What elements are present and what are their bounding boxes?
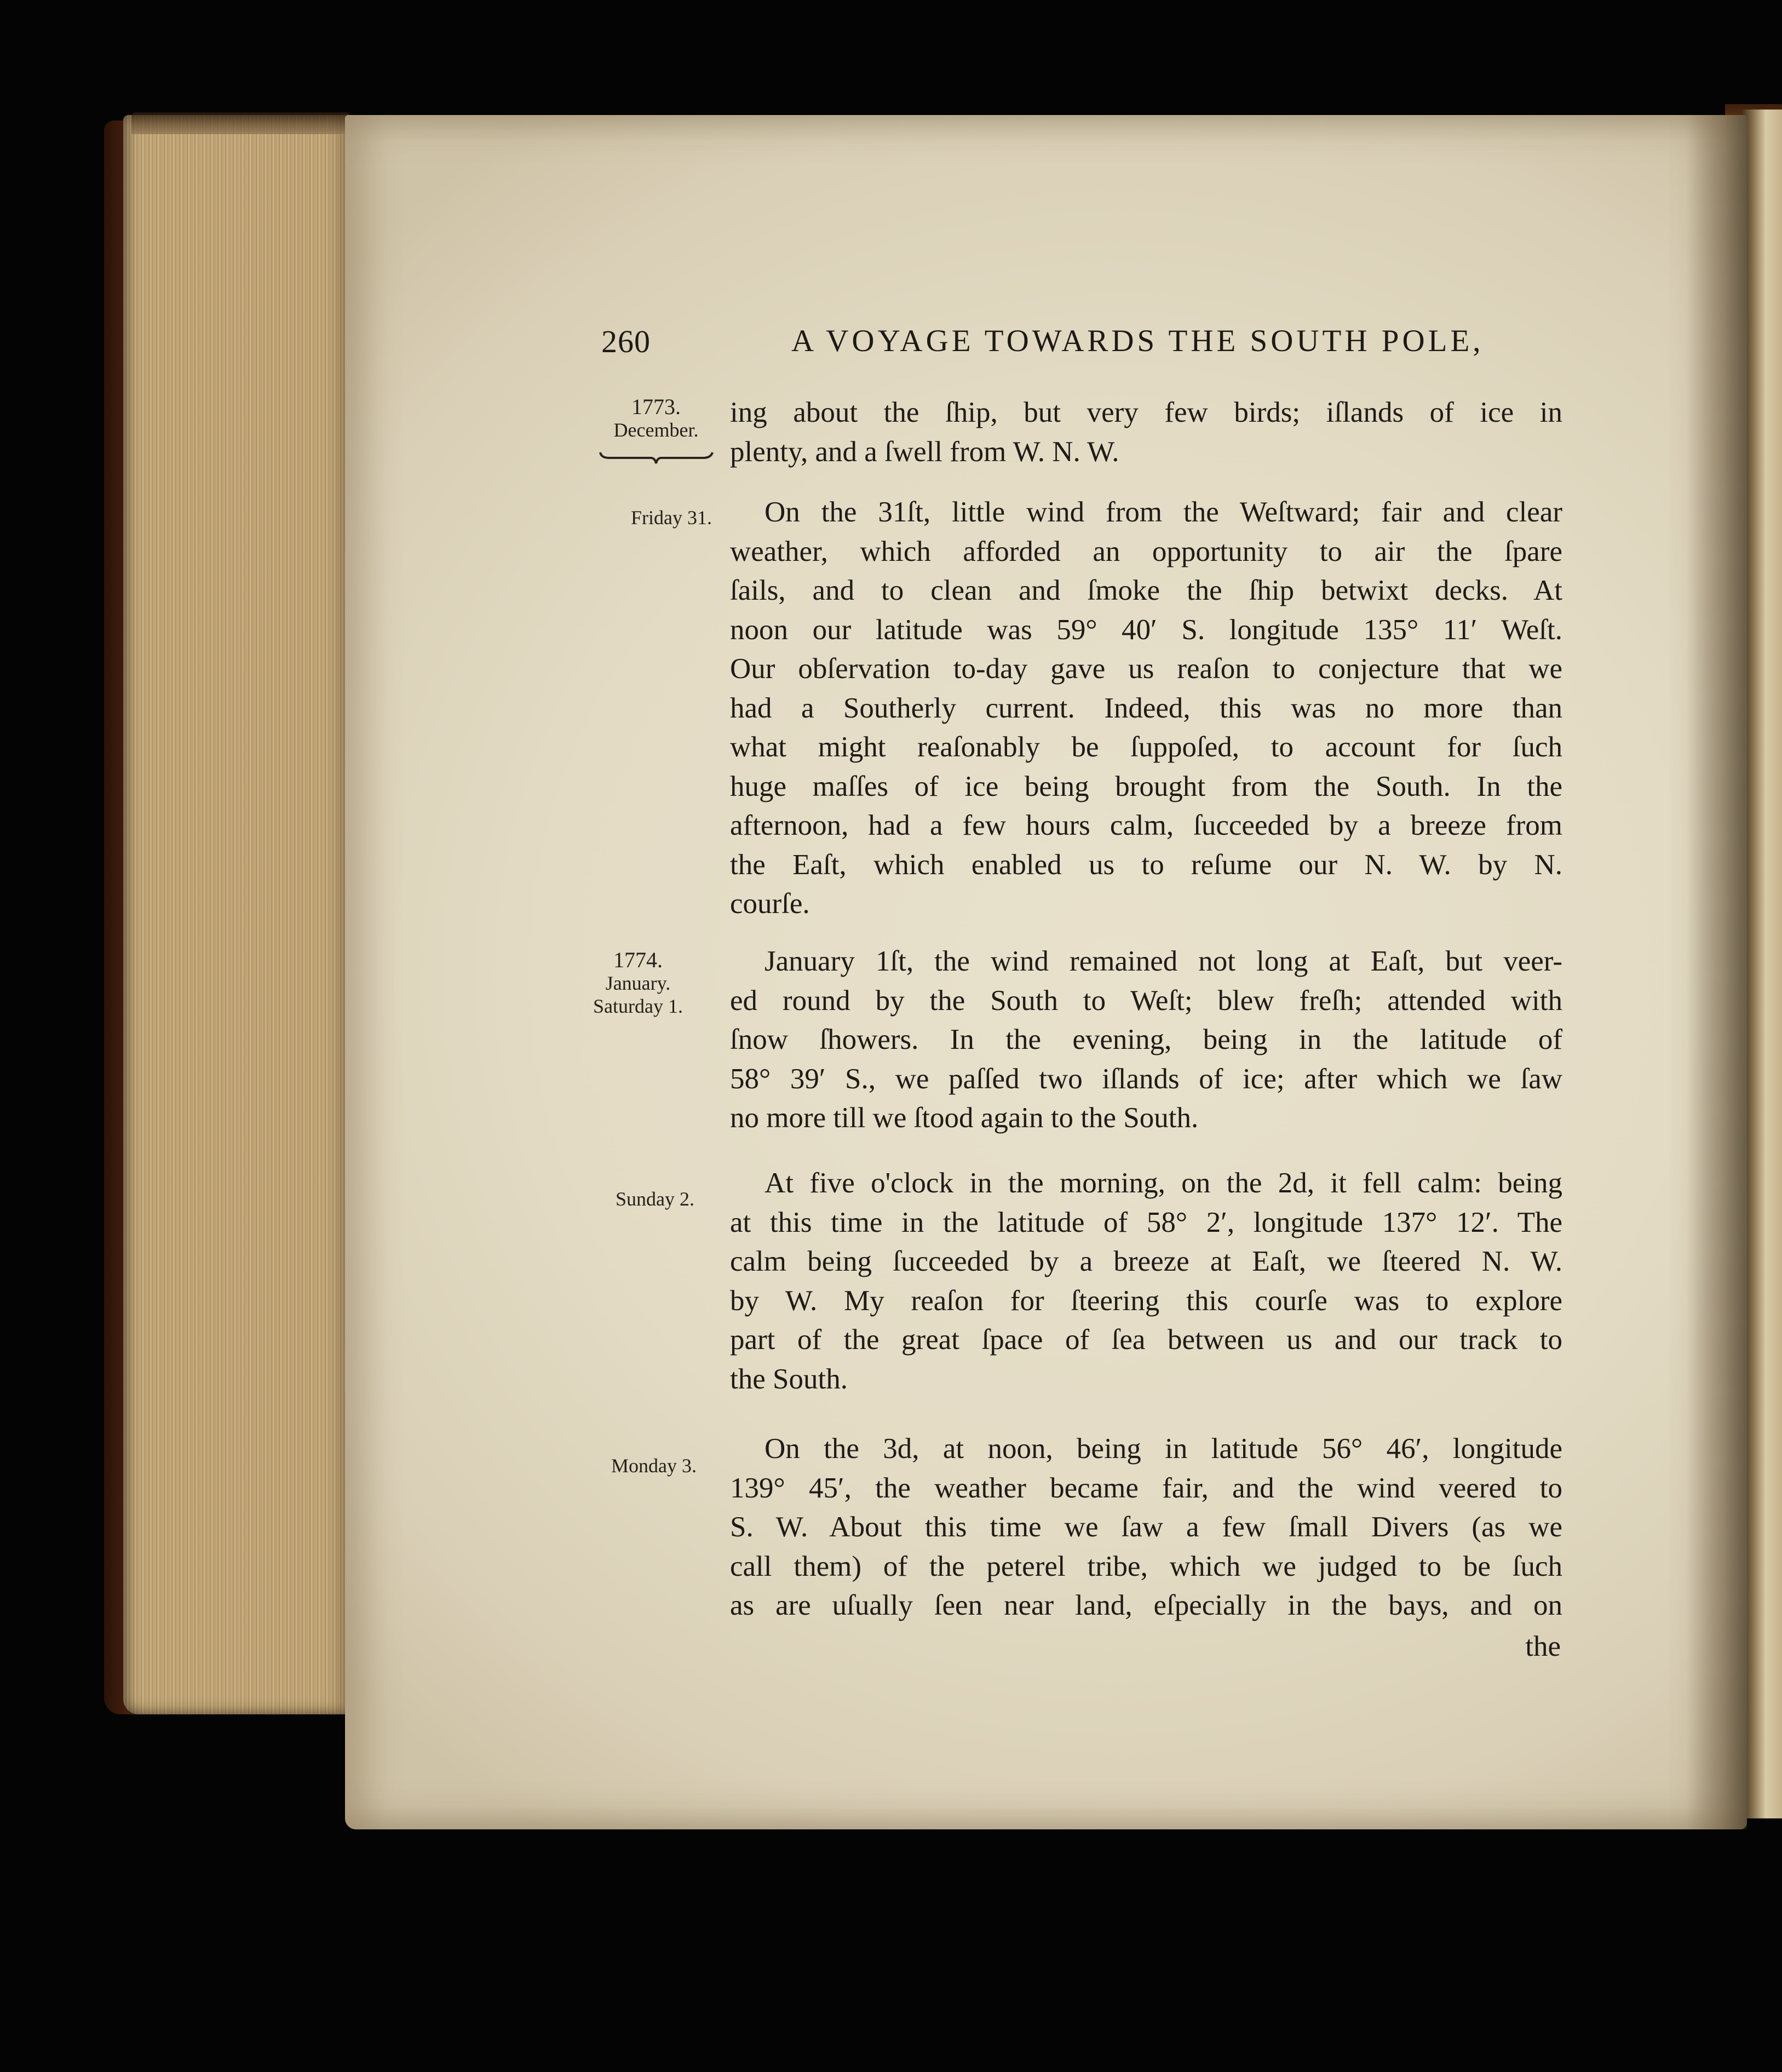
text-line: S. W. About this time we ſaw a few ſmall Divers (as we xyxy=(730,1511,1562,1543)
text-line: ſails, and to clean and ſmoke the ſhip betwixt decks. At xyxy=(730,575,1562,606)
margin-day: Saturday 1. xyxy=(593,995,683,1017)
paragraph-2 xyxy=(730,493,1562,924)
text-line: part of the great ſpace of ſea between us and our track to xyxy=(730,1324,1562,1356)
text-line: courſe. xyxy=(730,888,810,920)
paragraph-5 xyxy=(730,1430,1562,1626)
margin-year: 1773. xyxy=(631,394,681,419)
text-line: plenty, and a ſwell from W. N. W. xyxy=(730,435,1119,468)
text-line: had a Southerly current. Indeed, this was no more than xyxy=(730,692,1562,724)
margin-note-sunday-2 xyxy=(548,1187,694,1210)
text-line: no more till we ſtood again to the South. xyxy=(730,1102,1199,1134)
margin-note-1774-january xyxy=(575,949,701,1018)
paragraph-3 xyxy=(730,942,1562,1138)
text-line: 58° 39′ S., we paſſed two iſlands of ice; after which we ſaw xyxy=(730,1063,1562,1095)
page-edges-top xyxy=(131,112,350,134)
text-line: At five o'clock in the morning, on the 2d, it fell calm: being xyxy=(764,1167,1562,1199)
margin-day: Sunday 2. xyxy=(616,1188,694,1210)
text-line: calm being ſucceeded by a breeze at Eaſt, we ſteered N. W. xyxy=(730,1246,1562,1277)
text-line: weather, which afforded an opportunity to air the ſpare xyxy=(730,535,1562,567)
margin-year: 1774. xyxy=(613,948,663,972)
margin-month: December. xyxy=(613,419,699,441)
text-line: the South. xyxy=(730,1363,848,1395)
text-line: what might reaſonably be ſuppoſed, to account for ſuch xyxy=(730,731,1562,763)
text-line: January 1ſt, the wind remained not long at Eaſt, but veer- xyxy=(764,945,1562,977)
running-title: A VOYAGE TOWARDS THE SOUTH POLE, xyxy=(791,324,1484,358)
text-line: On the 31ſt, little wind from the Weſtward; fair and clear xyxy=(764,496,1562,528)
margin-note-friday-31 xyxy=(548,506,712,529)
text-line: Our obſervation to-day gave us reaſon to conjecture that we xyxy=(730,653,1562,685)
text-line: huge maſſes of ice being brought from the South. In the xyxy=(730,770,1562,802)
text-line: the Eaſt, which enabled us to reſume our N. W. by N. xyxy=(730,848,1562,881)
text-line: at this time in the latitude of 58° 2′, longitude 137° 12′. The xyxy=(730,1206,1562,1238)
paragraph-4 xyxy=(730,1164,1562,1399)
margin-day: Friday 31. xyxy=(631,507,712,529)
page-number: 260 xyxy=(601,324,651,359)
margin-day: Monday 3. xyxy=(611,1455,697,1477)
text-line: as are uſually ſeen near land, eſpecially in the bays, and on xyxy=(730,1589,1562,1621)
text-line: afternoon, had a few hours calm, ſucceeded by a breeze from xyxy=(730,810,1562,841)
margin-brace xyxy=(598,450,715,467)
paragraph-1 xyxy=(730,393,1562,472)
running-head xyxy=(0,323,1782,372)
text-line: noon our latitude was 59° 40′ S. longitude 135° 11′ Weſt. xyxy=(730,613,1562,646)
text-line: 139° 45′, the weather became fair, and the wind veered to xyxy=(730,1472,1562,1504)
margin-note-1773-december xyxy=(601,395,711,441)
text-line: ſnow ſhowers. In the evening, being in the latitude of xyxy=(730,1024,1562,1055)
catchword: the xyxy=(1525,1631,1561,1662)
text-line: by W. My reaſon for ſteering this courſe was to explore xyxy=(730,1284,1562,1317)
margin-month: January. xyxy=(605,972,671,994)
text-line: ed round by the South to Weſt; blew freſh; attended with xyxy=(730,984,1562,1017)
margin-note-monday-3 xyxy=(548,1454,697,1477)
text-line: ing about the ſhip, but very few birds; iſlands of ice in xyxy=(730,397,1562,428)
text-line: call them) of the peterel tribe, which we judged to be ſuch xyxy=(730,1550,1562,1582)
text-line: On the 3d, at noon, being in latitude 56° 46′, longitude xyxy=(764,1433,1562,1465)
